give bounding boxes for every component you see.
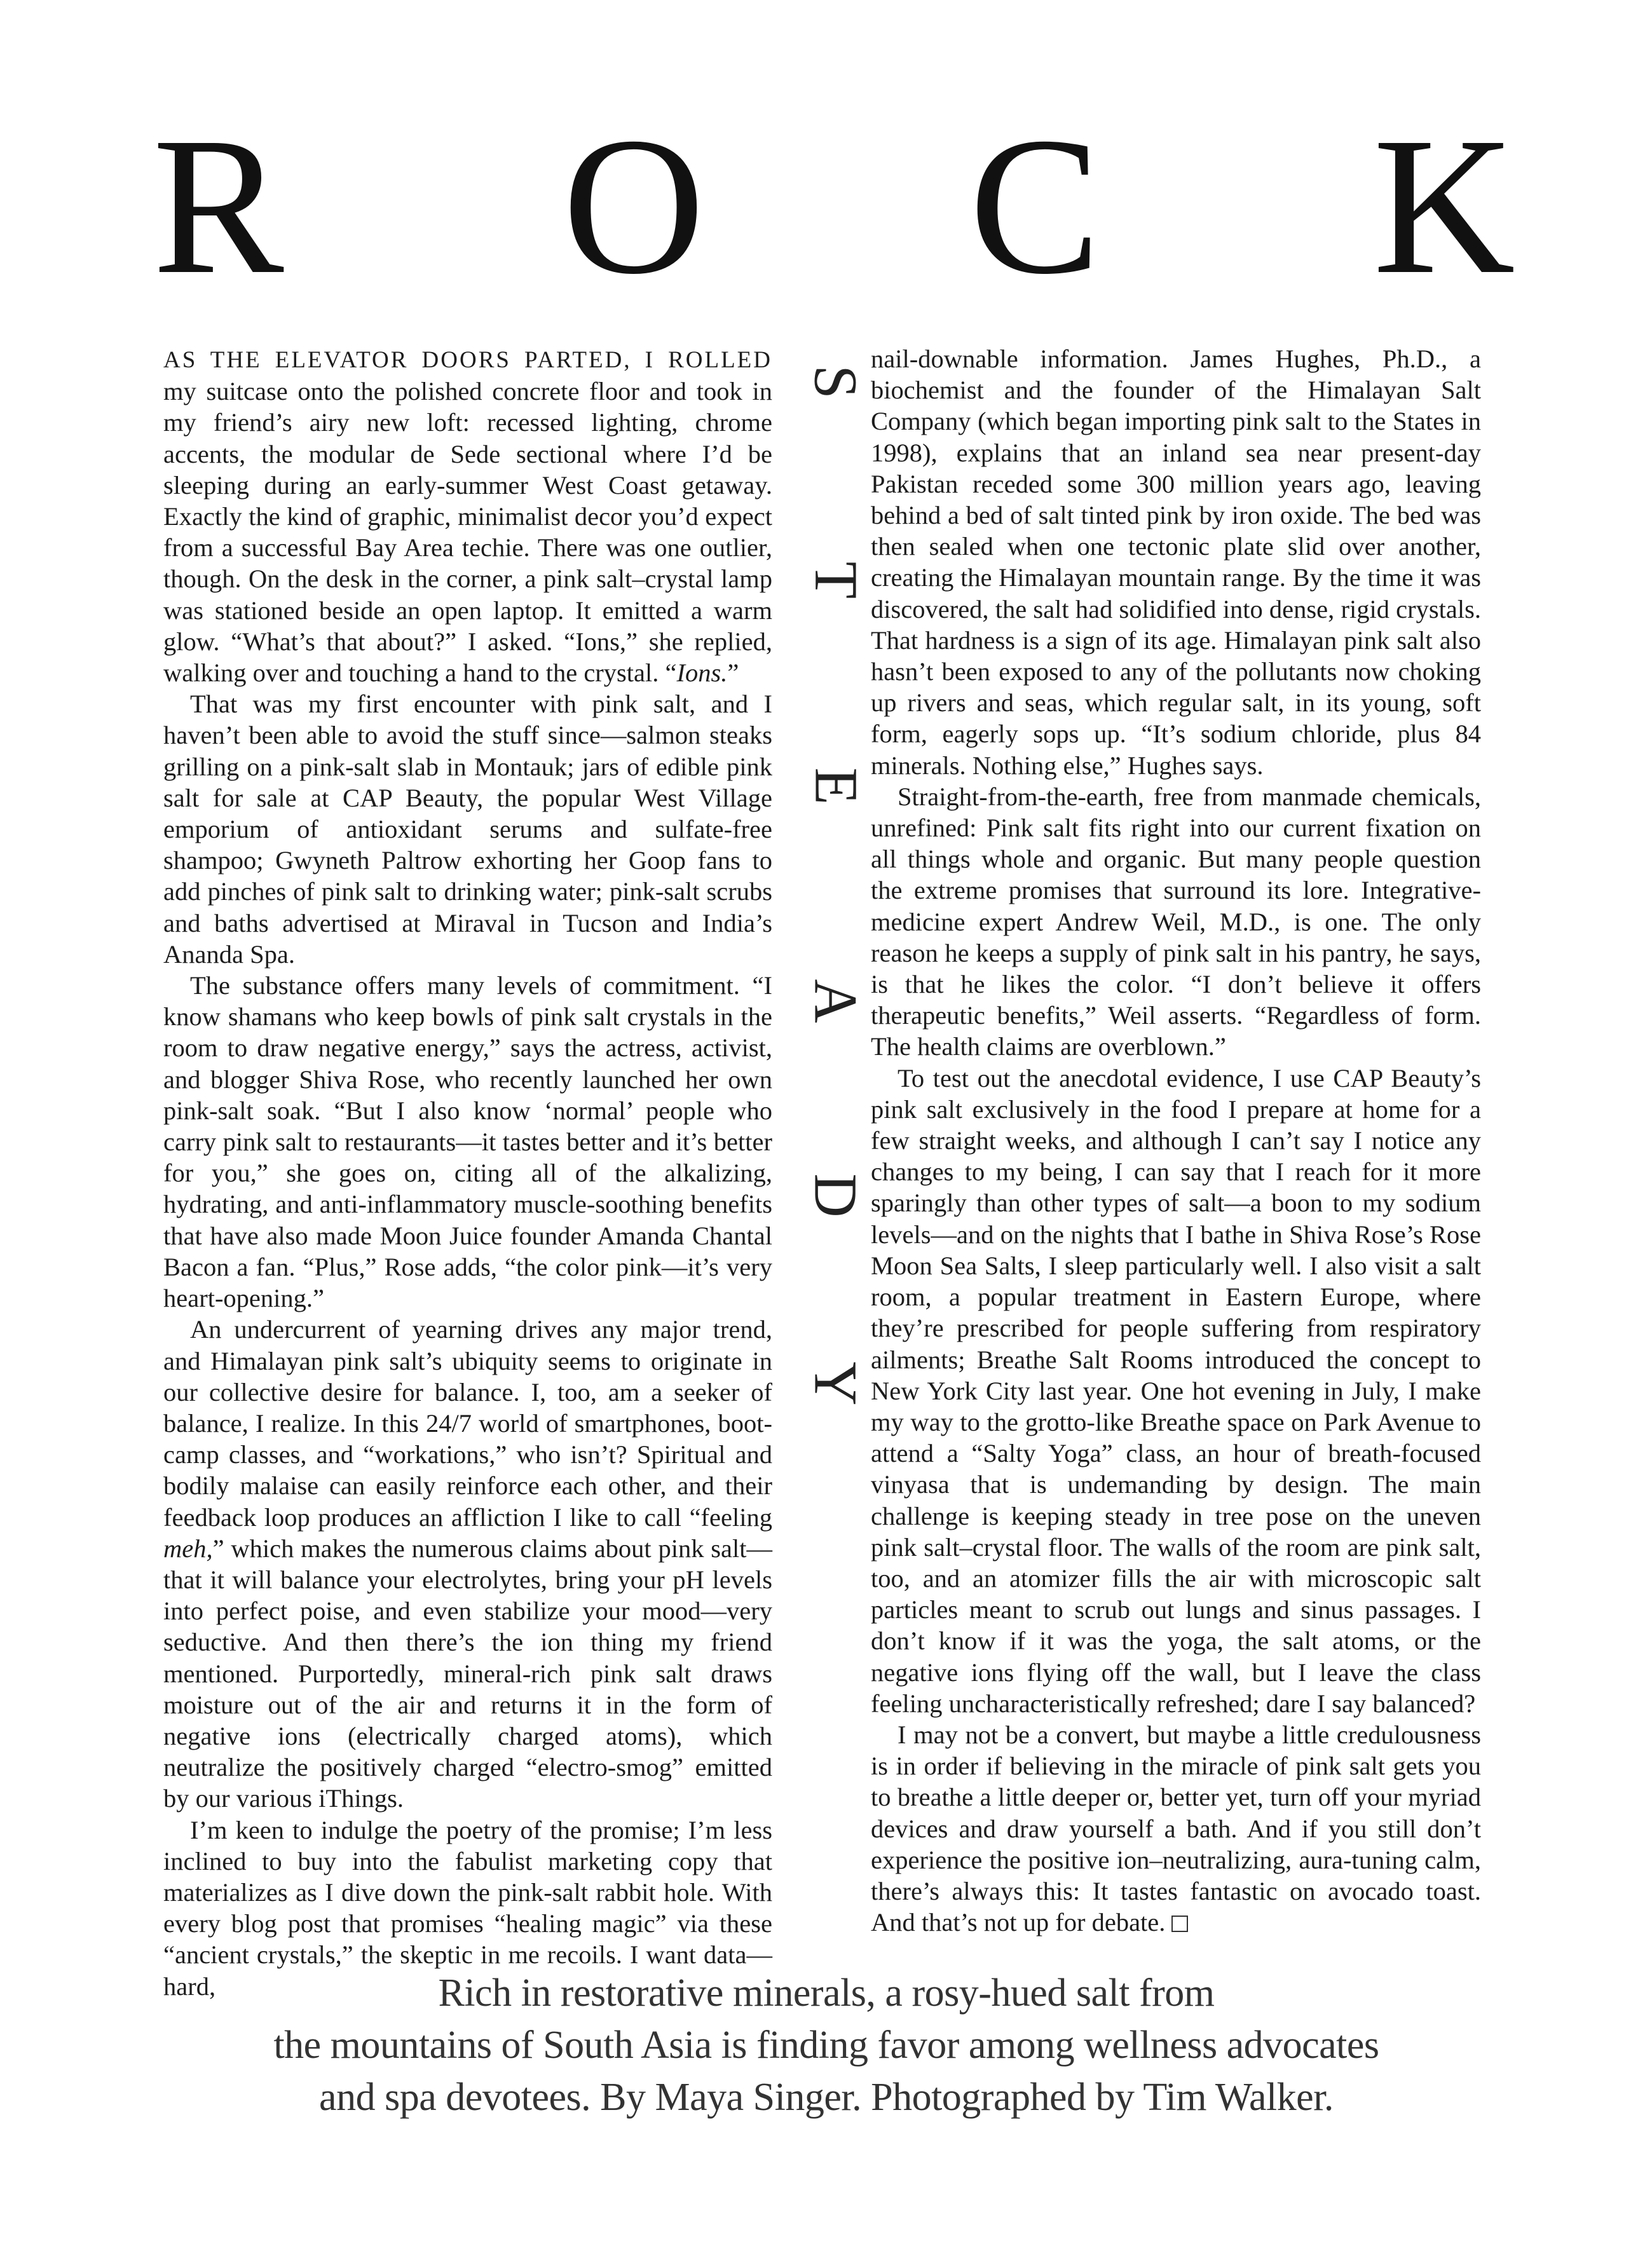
deck-line: and spa devotees. By Maya Singer. Photographed by Tim Walker. <box>319 2076 1334 2119</box>
article-paragraph: Straight-from-the-earth, free from manmade chemicals, unrefined: Pink salt fits right into our current fixation on all things whole and organic. But many people question the extreme promises that surround its lore. Integrative-medicine expert Andrew Weil, M.D., is one. The only reason he keeps a supply of pink salt in his pantry, he says, is that he likes the color. “I don’t believe it offers therapeutic benefits,” Weil asserts. “Regardless of form. The health claims are overblown.” <box>871 782 1481 1061</box>
deck-line: the mountains of South Asia is finding favor among wellness advocates <box>273 2024 1379 2067</box>
headline-letter-c: C <box>969 97 1101 315</box>
paragraph-text-end: ” <box>727 658 739 688</box>
article-paragraph: To test out the anecdotal evidence, I use CAP Beauty’s pink salt exclusively in the food I prepare at home for a few straight weeks, and although I can’t say I notice any changes to my being, I can say that I reach for it more sparingly than other types of salt—a boon to my sodium levels—and on the nights that I bathe in Shiva Rose’s Rose Moon Sea Salts, I sleep particularly well. I also visit a salt room, a popular treatment in Eastern Europe, where they’re prescribed for people suffering from respiratory ailments; Breathe Salt Rooms introduced the concept to New York City last year. One hot evening in July, I make my way to the grotto-like Breathe space on Park Avenue to attend a “Salty Yoga” class, an hour of breath-focused vinyasa that is undemanding by design. The main challenge is keeping steady in tree pose on the uneven pink salt–crystal floor. The walls of the room are pink salt, too, and an atomizer fills the air with microscopic salt particles meant to scrub out lungs and sinus passages. I don’t know if it was the yoga, the salt atoms, or the negative ions flying off the wall, but I leave the class feeling uncharacteristically refreshed; dare I say balanced? <box>871 1063 1481 1718</box>
deck-subtitle <box>191 1967 1462 2123</box>
end-mark-icon <box>1171 1916 1188 1932</box>
vertical-letter-a: A <box>802 979 870 1023</box>
headline-letter-r: R <box>153 97 284 315</box>
headline-letter-k: K <box>1373 97 1515 315</box>
article-paragraph: That was my first encounter with pink salt, and I haven’t been able to avoid the stuff since—salmon steaks grilling on a pink-salt slab in Montauk; jars of edible pink salt for sale at CAP Beauty, the popular West Village emporium of antioxidant serums and sulfate-free shampoo; Gwyneth Paltrow exhorting her Goop fans to add pinches of pink salt to drinking water; pink-salt scrubs and baths advertised at Miraval in Tucson and India’s Ananda Spa. <box>163 690 772 969</box>
article-column-right <box>871 343 1481 1938</box>
vertical-letter-d: D <box>802 1173 870 1218</box>
lead-in-caps: AS THE ELEVATOR DOORS PARTED, I ROLLED <box>163 347 772 373</box>
vertical-title-steady <box>791 342 870 1424</box>
paragraph-text-end: ” which makes the numerous claims about pink salt—that it will balance your electrolytes, bring your pH levels into perfect poise, and even stabilize your mood—very seductive. And then there’s the ion thing my friend mentioned. Purportedly, mineral-rich pink salt draws moisture out of the air and returns it in the form of negative ions (electrically charged atoms), which neutralize the positively charged “electro-smog” emitted by our various iThings. <box>163 1534 772 1813</box>
article-paragraph <box>871 1719 1481 1938</box>
article-paragraph: nail-downable information. James Hughes, Ph.D., a biochemist and the founder of the Himalayan Salt Company (which began importing pink salt to the States in 1998), explains that an inland sea near present-day Pakistan receded some 300 million years ago, leaving behind a bed of salt tinted pink by iron oxide. The bed was then sealed when one tectonic plate slid over another, creating the Himalayan mountain range. By the time it was discovered, the salt had solidified into dense, rigid crystals. That hardness is a sign of its age. Himalayan pink salt also hasn’t been exposed to any of the pollutants now choking up rivers and seas, which regular salt, in its young, soft form, eagerly sops up. “It’s sodium chloride, plus 84 minerals. Nothing else,” Hughes says. <box>871 344 1481 780</box>
article-paragraph: I’m keen to indulge the poetry of the promise; I’m less inclined to buy into the fabulist marketing copy that materializes as I dive down the pink-salt rabbit hole. With every blog post that promises “healing magic” via these “ancient crystals,” the skeptic in me recoils. I want data—hard, <box>163 1815 772 2001</box>
vertical-letter-e: E <box>802 767 870 805</box>
article-paragraph <box>163 1314 772 1814</box>
headline-letter-o: O <box>563 97 705 315</box>
vertical-letter-s: S <box>802 365 870 399</box>
vertical-letter-t: T <box>802 561 870 599</box>
paragraph-text: An undercurrent of yearning drives any major trend, and Himalayan pink salt’s ubiquity seems to originate in our collective desire for balance. I, too, am a seeker of balance, I realize. In this 24/7 world of smartphones, boot-camp classes, and “workations,” who isn’t? Spiritual and bodily malaise can easily reinforce each other, and their feedback loop produces an affliction I like to call “feeling <box>163 1315 772 1532</box>
italic-text: Ions. <box>676 658 728 688</box>
article-column-left <box>163 343 772 2002</box>
article-paragraph <box>163 343 772 688</box>
article-paragraph: The substance offers many levels of commitment. “I know shamans who keep bowls of pink salt crystals in the room to draw negative energy,” says the actress, activist, and blogger Shiva Rose, who recently launched her own pink-salt soak. “But I also know ‘normal’ people who carry pink salt to restaurants—it tastes better and it’s better for you,” she goes on, citing all of the alkalizing, hydrating, and anti-inflammatory muscle-soothing benefits that have also made Moon Juice founder Amanda Chantal Bacon a fan. “Plus,” Rose adds, “the color pink—it’s very heart-opening.” <box>163 971 772 1313</box>
deck-line: Rich in restorative minerals, a rosy-hued salt from <box>438 1971 1215 2015</box>
paragraph-text: I may not be a convert, but maybe a little credulousness is in order if believing in the miracle of pink salt gets you to breathe a little deeper or, better yet, turn off your myriad devices and draw yourself a bath. And if you still don’t experience the positive ion–neutralizing, aura-tuning calm, there’s always this: It tastes fantastic on avocado toast. And that’s not up for debate. <box>871 1720 1481 1937</box>
italic-text: meh, <box>163 1534 213 1563</box>
vertical-letter-y: Y <box>802 1361 870 1406</box>
paragraph-text: my suitcase onto the polished concrete floor and took in my friend’s airy new loft: recessed lighting, chrome accents, the modular de Sede sectional where I’d be sleeping during an early-summer West Coast getaway. Exactly the kind of graphic, minimalist decor you’d expect from a successful Bay Area techie. There was one outlier, though. On the desk in the corner, a pink salt–crystal lamp was stationed beside an open laptop. It emitted a warm glow. “What’s that about?” I asked. “Ions,” she replied, walking over and touching a hand to the crystal. “ <box>163 377 772 688</box>
